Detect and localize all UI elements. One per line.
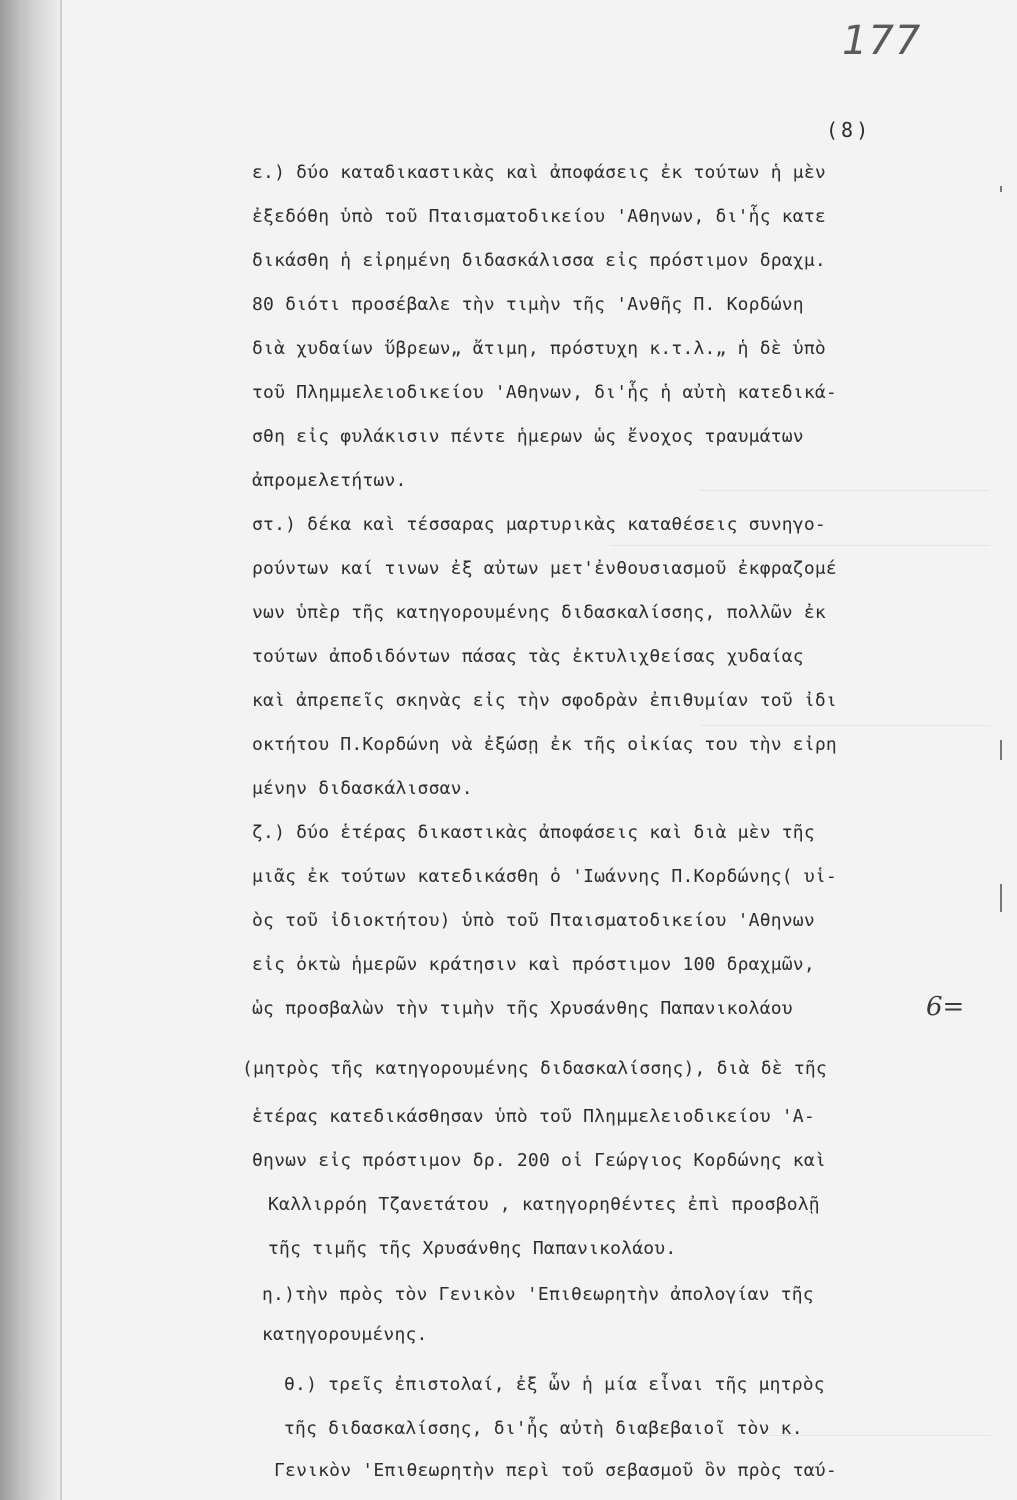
text-line: ρούντων καί τινων ἐξ αὐτων μετ'ἐνθουσιασμοῦ ἐκφραζομέ: [252, 558, 837, 579]
text-line: ἐξεδόθη ὑπὸ τοῦ Πταισματοδικείου 'Αθηνων, δι'ἧς κατε: [252, 206, 826, 227]
bleed-through-mark: [610, 540, 990, 552]
folio-number: 177: [842, 18, 922, 64]
text-line: στ.) δέκα καὶ τέσσαρας μαρτυρικὰς καταθέσεις συνηγο-: [252, 514, 826, 535]
page-number: (8): [826, 118, 872, 142]
text-line: τῆς διδασκαλίσσης, δι'ἧς αὐτὴ διαβεβαιοῖ τὸν κ.: [284, 1418, 803, 1439]
bleed-through-mark: [700, 720, 990, 732]
text-line: θηνων εἰς πρόστιμον δρ. 200 οἱ Γεώργιος Κορδώνης καὶ: [252, 1150, 826, 1171]
text-line: νων ὑπὲρ τῆς κατηγορουμένης διδασκαλίσσης, πολλῶν ἐκ: [252, 602, 826, 623]
text-line: τούτων ἀποδιδόντων πάσας τὰς ἐκτυλιχθείσας χυδαίας: [252, 646, 804, 667]
text-line: τοῦ Πλημμελειοδικείου 'Αθηνων, δι'ἧς ἡ αὐτὴ κατεδικά-: [252, 382, 837, 403]
text-line: ὸς τοῦ ἰδιοκτήτου) ὑπὸ τοῦ Πταισματοδικείου 'Αθηνων: [252, 910, 815, 931]
text-line: μιᾶς ἐκ τούτων κατεδικάσθη ὁ 'Ιωάννης Π.Κορδώνης( υἱ-: [252, 866, 837, 887]
text-line: σθη εἰς φυλάκισιν πέντε ἡμερων ὡς ἔνοχος τραυμάτων: [252, 426, 804, 447]
book-binding-shadow: [0, 0, 60, 1500]
text-line: καὶ ἀπρεπεῖς σκηνὰς εἰς τὴν σφοδρὰν ἐπιθυμίαν τοῦ ἰδι: [252, 690, 837, 711]
text-line: τῆς τιμῆς τῆς Χρυσάνθης Παπανικολάου.: [268, 1238, 677, 1259]
text-line: εἰς ὀκτὼ ἡμερῶν κράτησιν καὶ πρόστιμον 100 δραχμῶν,: [252, 954, 815, 975]
text-line: διὰ χυδαίων ὕβρεων„ ἄτιμη, πρόστυχη κ.τ.λ.„ ἡ δὲ ὑπὸ: [252, 338, 826, 359]
text-line: (μητρὸς τῆς κατηγορουμένης διδασκαλίσσης), διὰ δὲ τῆς: [242, 1058, 827, 1079]
text-line: 80 διότι προσέβαλε τὴν τιμὴν τῆς 'Ανθῆς Π. Κορδώνη: [252, 294, 804, 315]
bleed-through-mark: [700, 485, 990, 497]
margin-tick: [1000, 740, 1002, 760]
text-line: ζ.) δύο ἑτέρας δικαστικὰς ἀποφάσεις καὶ διὰ μὲν τῆς: [252, 822, 815, 843]
margin-tick: [1000, 884, 1002, 912]
text-line: ὡς προσβαλὼν τὴν τιμὴν τῆς Χρυσάνθης Παπανικολάου: [252, 998, 793, 1019]
text-line: οκτήτου Π.Κορδώνη νὰ ἐξώσῃ ἐκ τῆς οἰκίας του τὴν εἰρη: [252, 734, 837, 755]
text-line: ἑτέρας κατεδικάσθησαν ὑπὸ τοῦ Πλημμελειοδικείου 'Α-: [252, 1106, 815, 1127]
margin-tick: [1000, 186, 1002, 192]
handwritten-margin-note: 6=: [926, 992, 965, 1022]
text-line: η.)τὴν πρὸς τὸν Γενικὸν 'Επιθεωρητὴν ἀπολογίαν τῆς: [262, 1284, 814, 1305]
text-line: μένην διδασκάλισσαν.: [252, 778, 473, 799]
text-line: δικάσθη ἡ εἰρημένη διδασκάλισσα εἰς πρόστιμον δραχμ.: [252, 250, 826, 271]
text-line: Καλλιρρόη Τζανετάτου , κατηγορηθέντες ἐπὶ προσβολῇ: [268, 1194, 820, 1215]
text-line: κατηγορουμένης.: [262, 1324, 428, 1345]
text-line: ε.) δύο καταδικαστικὰς καὶ ἀποφάσεις ἐκ τούτων ἡ μὲν: [252, 162, 826, 183]
text-line: θ.) τρεῖς ἐπιστολαί, ἐξ ὧν ἡ μία εἶναι τῆς μητρὸς: [284, 1374, 825, 1395]
text-line: ἀπρομελετήτων.: [252, 470, 407, 491]
page-edge: [60, 0, 62, 1500]
text-line: Γενικὸν 'Επιθεωρητὴν περὶ τοῦ σεβασμοῦ ὃν πρὸς ταύ-: [274, 1460, 837, 1481]
